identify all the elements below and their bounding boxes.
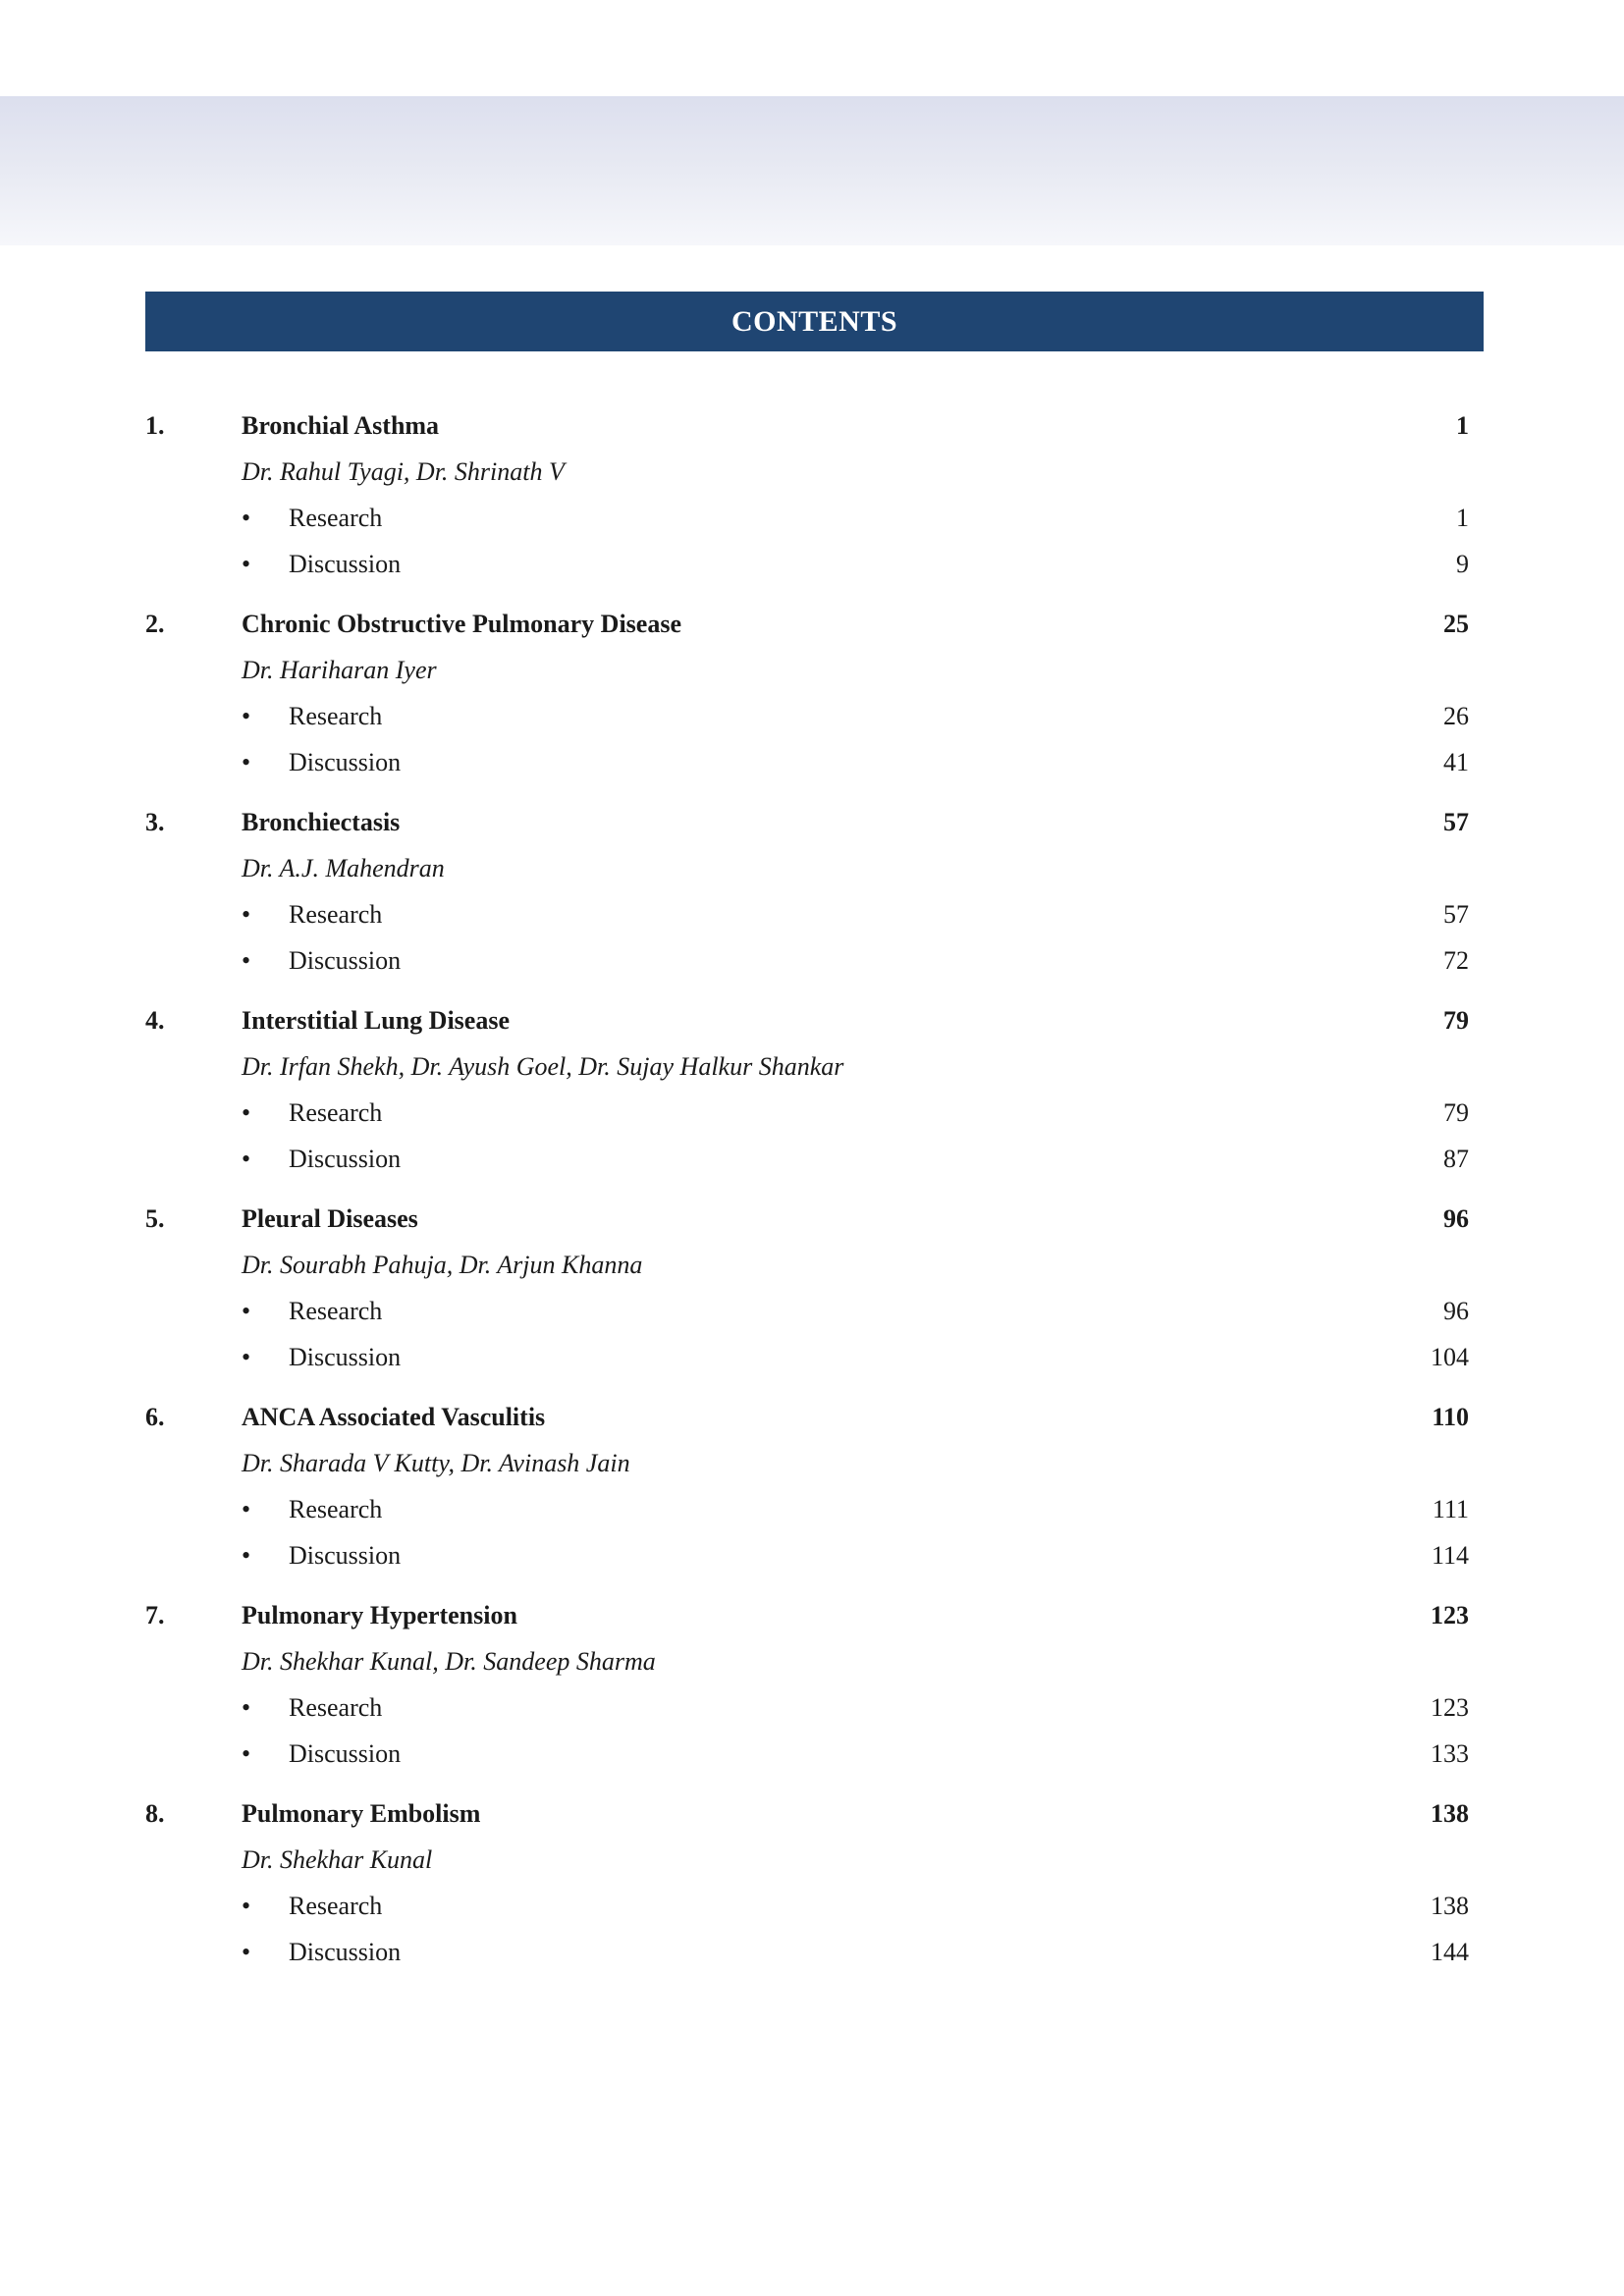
chapter-authors-row	[145, 1043, 1469, 1090]
chapter-heading-row[interactable]	[145, 997, 1469, 1043]
chapter-number: 3.	[145, 808, 165, 836]
section-label[interactable]: Discussion	[289, 1541, 402, 1570]
chapter-page-number: 25	[1443, 610, 1469, 638]
chapter-page-number: 110	[1432, 1403, 1469, 1431]
bullet-icon: •	[242, 550, 251, 578]
chapter-title[interactable]: Bronchial Asthma	[242, 411, 440, 440]
toc-chapter	[145, 601, 1469, 785]
chapter-title[interactable]: Pleural Diseases	[242, 1204, 418, 1233]
bullet-icon: •	[242, 1892, 251, 1920]
section-page-number: 138	[1431, 1892, 1469, 1920]
section-page-number: 72	[1443, 946, 1469, 975]
contents-title: CONTENTS	[731, 304, 898, 338]
toc-chapter	[145, 1196, 1469, 1380]
section-page-number: 111	[1432, 1495, 1469, 1523]
bullet-icon: •	[242, 900, 251, 929]
section-row-research[interactable]	[145, 693, 1469, 739]
section-page-number: 41	[1443, 748, 1469, 776]
toc-chapter	[145, 1790, 1469, 1975]
chapter-page-number: 96	[1443, 1204, 1469, 1233]
chapter-page-number: 57	[1443, 808, 1469, 836]
chapter-title[interactable]: Interstitial Lung Disease	[242, 1006, 510, 1035]
section-page-number: 1	[1456, 504, 1469, 532]
chapter-title[interactable]: Pulmonary Embolism	[242, 1799, 481, 1828]
section-page-number: 57	[1443, 900, 1469, 929]
section-label[interactable]: Research	[289, 702, 383, 730]
chapter-number: 1.	[145, 411, 165, 440]
chapter-title[interactable]: Chronic Obstructive Pulmonary Disease	[242, 610, 681, 638]
section-row-discussion[interactable]	[145, 739, 1469, 785]
section-page-number: 26	[1443, 702, 1469, 730]
section-page-number: 144	[1431, 1938, 1469, 1966]
toc-chapter	[145, 1592, 1469, 1777]
table-of-contents	[145, 402, 1469, 1989]
chapter-authors: Dr. Sourabh Pahuja, Dr. Arjun Khanna	[242, 1251, 643, 1279]
section-row-research[interactable]	[145, 495, 1469, 541]
chapter-heading-row[interactable]	[145, 1196, 1469, 1242]
chapter-authors: Dr. Hariharan Iyer	[242, 656, 437, 684]
section-page-number: 104	[1431, 1343, 1469, 1371]
section-label[interactable]: Research	[289, 1098, 383, 1127]
section-label[interactable]: Research	[289, 1892, 383, 1920]
section-label[interactable]: Research	[289, 1693, 383, 1722]
chapter-heading-row[interactable]	[145, 799, 1469, 845]
section-label[interactable]: Discussion	[289, 1938, 402, 1966]
chapter-authors: Dr. A.J. Mahendran	[242, 854, 445, 882]
chapter-authors-row	[145, 1242, 1469, 1288]
chapter-number: 2.	[145, 610, 165, 638]
chapter-number: 6.	[145, 1403, 165, 1431]
chapter-authors-row	[145, 449, 1469, 495]
section-label[interactable]: Research	[289, 1297, 383, 1325]
header-band	[0, 96, 1624, 245]
bullet-icon: •	[242, 1541, 251, 1570]
section-page-number: 79	[1443, 1098, 1469, 1127]
section-row-discussion[interactable]	[145, 1929, 1469, 1975]
chapter-authors-row	[145, 1638, 1469, 1684]
section-row-discussion[interactable]	[145, 1532, 1469, 1578]
chapter-authors: Dr. Irfan Shekh, Dr. Ayush Goel, Dr. Sujay Halkur Shankar	[242, 1052, 844, 1081]
bullet-icon: •	[242, 702, 251, 730]
chapter-authors: Dr. Sharada V Kutty, Dr. Avinash Jain	[242, 1449, 630, 1477]
section-label[interactable]: Discussion	[289, 1739, 402, 1768]
section-row-research[interactable]	[145, 891, 1469, 937]
section-row-research[interactable]	[145, 1090, 1469, 1136]
section-row-discussion[interactable]	[145, 1334, 1469, 1380]
section-row-discussion[interactable]	[145, 1136, 1469, 1182]
chapter-page-number: 1	[1456, 411, 1469, 440]
section-row-discussion[interactable]	[145, 541, 1469, 587]
chapter-authors-row	[145, 647, 1469, 693]
chapter-page-number: 123	[1431, 1601, 1469, 1629]
chapter-title[interactable]: Pulmonary Hypertension	[242, 1601, 517, 1629]
bullet-icon: •	[242, 1938, 251, 1966]
toc-chapter	[145, 1394, 1469, 1578]
section-page-number: 123	[1431, 1693, 1469, 1722]
contents-heading	[145, 292, 1484, 351]
bullet-icon: •	[242, 748, 251, 776]
toc-chapter	[145, 997, 1469, 1182]
section-page-number: 87	[1443, 1145, 1469, 1173]
section-row-discussion[interactable]	[145, 937, 1469, 984]
section-row-research[interactable]	[145, 1883, 1469, 1929]
chapter-authors: Dr. Shekhar Kunal, Dr. Sandeep Sharma	[242, 1647, 656, 1676]
chapter-number: 8.	[145, 1799, 165, 1828]
chapter-authors-row	[145, 845, 1469, 891]
section-label[interactable]: Research	[289, 504, 383, 532]
section-label[interactable]: Discussion	[289, 1145, 402, 1173]
chapter-heading-row[interactable]	[145, 1394, 1469, 1440]
section-page-number: 9	[1456, 550, 1469, 578]
section-label[interactable]: Discussion	[289, 946, 402, 975]
bullet-icon: •	[242, 1739, 251, 1768]
chapter-heading-row[interactable]	[145, 1592, 1469, 1638]
bullet-icon: •	[242, 1098, 251, 1127]
section-page-number: 133	[1431, 1739, 1469, 1768]
bullet-icon: •	[242, 1343, 251, 1371]
chapter-authors: Dr. Shekhar Kunal	[242, 1845, 433, 1874]
toc-chapter	[145, 799, 1469, 984]
chapter-page-number: 79	[1443, 1006, 1469, 1035]
section-row-discussion[interactable]	[145, 1731, 1469, 1777]
section-page-number: 96	[1443, 1297, 1469, 1325]
section-label[interactable]: Discussion	[289, 550, 402, 578]
section-page-number: 114	[1431, 1541, 1469, 1570]
chapter-number: 5.	[145, 1204, 165, 1233]
section-label[interactable]: Discussion	[289, 1343, 402, 1371]
chapter-title[interactable]: ANCA Associated Vasculitis	[242, 1403, 546, 1431]
chapter-heading-row[interactable]	[145, 601, 1469, 647]
section-label[interactable]: Discussion	[289, 748, 402, 776]
bullet-icon: •	[242, 1297, 251, 1325]
section-label[interactable]: Research	[289, 900, 383, 929]
chapter-number: 4.	[145, 1006, 165, 1035]
bullet-icon: •	[242, 1145, 251, 1173]
section-row-research[interactable]	[145, 1684, 1469, 1731]
bullet-icon: •	[242, 1693, 251, 1722]
chapter-authors-row	[145, 1837, 1469, 1883]
chapter-heading-row[interactable]	[145, 1790, 1469, 1837]
chapter-page-number: 138	[1431, 1799, 1469, 1828]
chapter-number: 7.	[145, 1601, 165, 1629]
bullet-icon: •	[242, 946, 251, 975]
bullet-icon: •	[242, 504, 251, 532]
chapter-heading-row[interactable]	[145, 402, 1469, 449]
chapter-authors: Dr. Rahul Tyagi, Dr. Shrinath V	[242, 457, 565, 486]
chapter-authors-row	[145, 1440, 1469, 1486]
bullet-icon: •	[242, 1495, 251, 1523]
chapter-title[interactable]: Bronchiectasis	[242, 808, 401, 836]
section-label[interactable]: Research	[289, 1495, 383, 1523]
toc-chapter	[145, 402, 1469, 587]
section-row-research[interactable]	[145, 1288, 1469, 1334]
section-row-research[interactable]	[145, 1486, 1469, 1532]
